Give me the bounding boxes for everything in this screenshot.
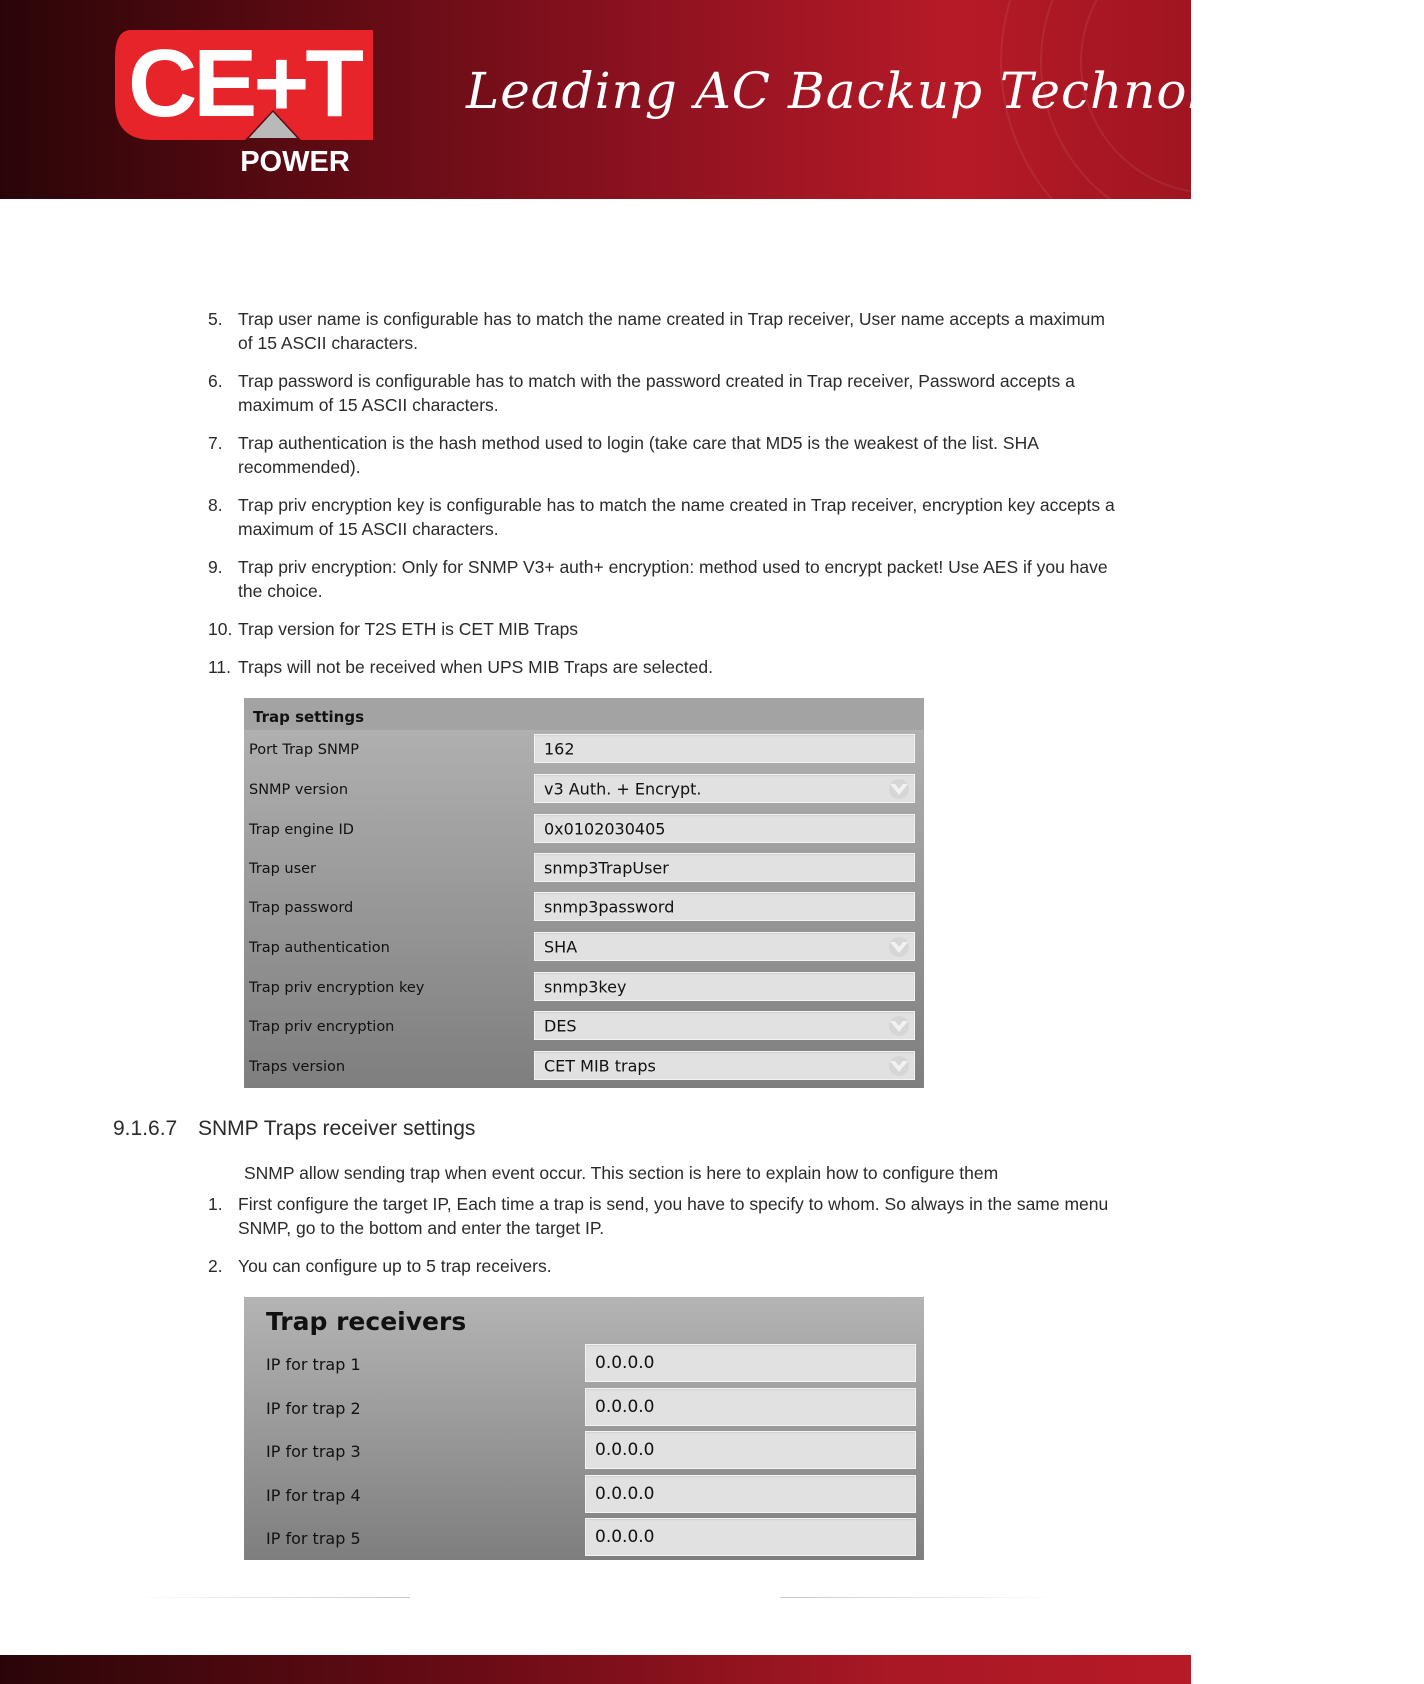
list-item-number: 8. [208,495,223,515]
trap-receiver-ip-input[interactable] [585,1388,916,1426]
trap-setting-value: SHA [544,937,578,956]
svg-text:CE+T: CE+T [127,30,361,137]
trap-setting-row [244,814,924,844]
list-item-line: Trap priv encryption key is configurable has to match the name created in Trap receiver, encryption key accepts a [238,495,1115,515]
trap-setting-row [244,853,924,883]
list-item-text [208,1192,1109,1240]
trap-receiver-row [244,1475,924,1513]
list-item-text [208,369,1078,417]
list-item [208,1192,1109,1240]
trap-setting-select[interactable] [534,1051,915,1080]
trap-receiver-ip-input[interactable] [585,1475,916,1513]
trap-setting-row [244,892,924,922]
section-heading [113,1117,475,1141]
list-item-text [208,555,1108,603]
chevron-down-icon [888,1015,910,1037]
list-item-line: maximum of 15 ASCII characters. [238,395,499,415]
trap-setting-select[interactable] [534,932,915,961]
list-item [208,617,1078,641]
trap-setting-label: Trap engine ID [249,822,354,838]
numbered-list-bottom [208,1192,1109,1292]
trap-receiver-ip-value: 0.0.0.0 [595,1440,655,1460]
chevron-down-icon [888,936,910,958]
trap-setting-label: Trap priv encryption [249,1019,395,1035]
trap-setting-label: Trap authentication [249,940,390,956]
list-item-number: 10. [208,619,233,639]
list-item-number: 5. [208,309,223,329]
trap-setting-value: 0x0102030405 [544,819,666,838]
trap-setting-value: DES [544,1016,577,1035]
list-item-text [208,1254,1078,1278]
section-title: SNMP Traps receiver settings [198,1117,476,1140]
list-item-number: 2. [208,1256,223,1276]
chevron-down-icon [888,1055,910,1077]
trap-setting-value: snmp3password [544,897,675,916]
list-item-number: 6. [208,371,223,391]
trap-receiver-row [244,1518,924,1556]
trap-setting-label: Trap password [249,900,354,916]
trap-receiver-row [244,1431,924,1469]
list-item-line: recommended). [238,457,361,477]
trap-setting-input[interactable] [534,853,915,882]
list-item [208,307,1105,355]
trap-setting-value: 162 [544,739,575,758]
trap-receiver-label: IP for trap 5 [266,1529,361,1548]
list-item [208,655,1078,679]
trap-setting-input[interactable] [534,734,915,763]
list-item-line: Trap priv encryption: Only for SNMP V3+ auth+ encryption: method used to encrypt packet! Use AES if you have [238,557,1108,577]
trap-setting-row [244,774,924,804]
trap-setting-label: Trap user [249,861,317,877]
list-item-line: SNMP, go to the bottom and enter the target IP. [238,1218,605,1238]
trap-setting-row [244,1051,924,1081]
list-item-text [208,493,1115,541]
trap-setting-row [244,1011,924,1041]
trap-setting-input[interactable] [534,892,915,921]
list-item-line: You can configure up to 5 trap receivers. [238,1256,552,1276]
trap-receiver-row [244,1388,924,1426]
trap-receiver-label: IP for trap 1 [266,1355,361,1374]
section-intro: SNMP allow sending trap when event occur. This section is here to explain how to configure them [244,1163,999,1183]
trap-receiver-ip-input[interactable] [585,1518,916,1556]
trap-setting-row [244,972,924,1002]
list-item [208,493,1115,541]
list-item [208,431,1078,479]
trap-receiver-ip-input[interactable] [585,1431,916,1469]
trap-receiver-ip-value: 0.0.0.0 [595,1397,655,1417]
trap-setting-row [244,734,924,764]
trap-setting-select[interactable] [534,1011,915,1040]
list-item-text [208,617,1078,641]
list-item-line: of 15 ASCII characters. [238,333,418,353]
company-logo [113,28,375,178]
list-item-line: Trap version for T2S ETH is CET MIB Traps [238,619,579,639]
chevron-down-icon [888,778,910,800]
footer-divider-right [780,1597,1060,1598]
list-item-line: maximum of 15 ASCII characters. [238,519,499,539]
svg-text:POWER: POWER [240,146,350,178]
trap-receiver-label: IP for trap 4 [266,1486,361,1505]
trap-setting-value: CET MIB traps [544,1056,656,1075]
list-item-number: 1. [208,1194,223,1214]
list-item-line: First configure the target IP, Each time a trap is send, you have to specify to whom. So always in the same menu [238,1194,1109,1214]
section-number: 9.1.6.7 [113,1117,178,1140]
footer-divider-left [130,1597,410,1598]
list-item-text [208,307,1105,355]
list-item-number: 11. [208,657,232,677]
numbered-list-top [208,307,1115,693]
trap-setting-label: Traps version [249,1059,346,1075]
list-item-number: 7. [208,433,223,453]
trap-receiver-label: IP for trap 2 [266,1399,361,1418]
list-item-text [208,655,1078,679]
trap-setting-label: SNMP version [249,782,349,798]
footer-banner [0,1655,1191,1684]
trap-settings-title: Trap settings [244,698,924,730]
list-item-line: Trap user name is configurable has to match the name created in Trap receiver, User name accepts a maximum [238,309,1105,329]
trap-receiver-row [244,1344,924,1382]
list-item [208,555,1108,603]
list-item-number: 9. [208,557,223,577]
list-item-line: Trap password is configurable has to match with the password created in Trap receiver, Password accepts a [238,371,1075,391]
header-banner [0,0,1298,199]
trap-receivers-panel [244,1297,924,1560]
trap-setting-value: snmp3key [544,977,627,996]
list-item [208,369,1078,417]
header-tagline: Leading AC Backup Technology [466,62,1298,120]
list-item-line: the choice. [238,581,323,601]
trap-receiver-ip-input[interactable] [585,1344,916,1382]
trap-setting-label: Port Trap SNMP [249,742,360,758]
trap-receivers-title: Trap receivers [266,1307,467,1336]
list-item [208,1254,1078,1278]
trap-receiver-ip-value: 0.0.0.0 [595,1484,655,1504]
trap-setting-select[interactable] [534,774,915,803]
trap-setting-input[interactable] [534,972,915,1001]
list-item-line: Traps will not be received when UPS MIB Traps are selected. [238,657,713,677]
trap-setting-input[interactable] [534,814,915,843]
trap-setting-row [244,932,924,962]
trap-setting-label: Trap priv encryption key [249,980,425,996]
trap-receiver-label: IP for trap 3 [266,1442,361,1461]
list-item-text [208,431,1078,479]
trap-setting-value: v3 Auth. + Encrypt. [544,779,702,798]
trap-settings-panel [244,698,924,1088]
trap-receiver-ip-value: 0.0.0.0 [595,1527,655,1547]
trap-receiver-ip-value: 0.0.0.0 [595,1353,655,1373]
list-item-line: Trap authentication is the hash method used to login (take care that MD5 is the weakest of the list. SHA [238,433,1039,453]
trap-setting-value: snmp3TrapUser [544,858,669,877]
